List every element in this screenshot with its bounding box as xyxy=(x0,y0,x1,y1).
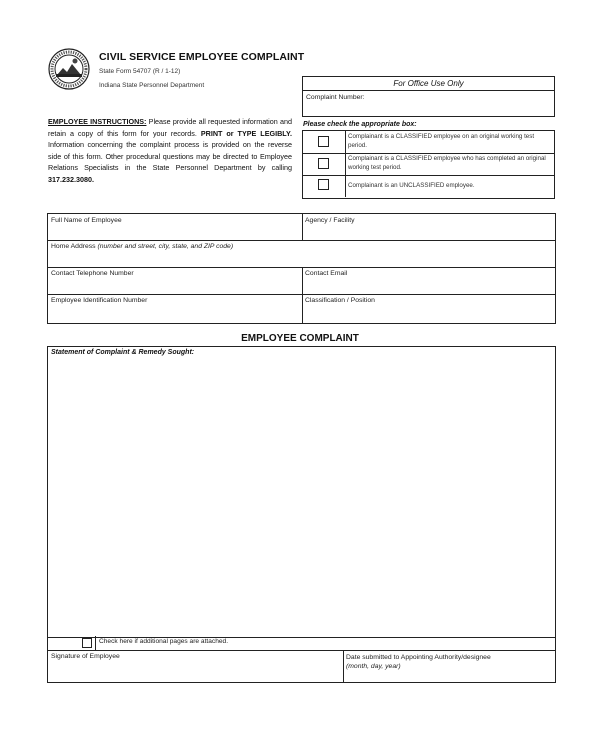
instructions-emphasis: PRINT or TYPE LEGIBLY. xyxy=(200,128,292,138)
full-name-field[interactable]: Full Name of Employee xyxy=(51,217,122,224)
checkbox-cell xyxy=(303,131,346,153)
additional-pages-label: Check here if additional pages are attached. xyxy=(99,638,229,645)
checklist-label: Complainant is a CLASSIFIED employee on an original working test period. xyxy=(348,133,535,149)
checkbox-cell xyxy=(303,153,346,175)
employee-status-checklist xyxy=(302,130,555,199)
statement-label: Statement of Complaint & Remedy Sought: xyxy=(51,349,195,356)
complaint-number-field[interactable]: Complaint Number: xyxy=(306,94,365,101)
checkbox-classified-probation[interactable] xyxy=(318,136,329,147)
home-address-label: Home Address xyxy=(51,243,96,250)
complaint-section-title: EMPLOYEE COMPLAINT xyxy=(241,333,359,344)
checkbox-classified-completed[interactable] xyxy=(318,158,329,169)
checklist-row xyxy=(303,153,554,176)
office-use-box xyxy=(302,76,555,117)
signature-section xyxy=(47,636,556,683)
checklist-label: Complainant is a CLASSIFIED employee who has completed an original working test period. xyxy=(348,155,546,171)
email-field[interactable]: Contact Email xyxy=(305,270,348,277)
employee-instructions xyxy=(48,116,292,186)
additional-pages-checkbox[interactable] xyxy=(82,638,92,648)
form-number: State Form 54707 (R / 1-12) xyxy=(99,68,181,75)
employee-info-grid xyxy=(47,213,556,324)
signature-field[interactable]: Signature of Employee xyxy=(51,653,120,660)
department-name: Indiana State Personnel Department xyxy=(99,82,205,89)
checklist-label: Complainant is an UNCLASSIFIED employee. xyxy=(348,182,475,189)
instructions-text-2: Information concerning the complaint process is provided on the reverse side of this form. Other procedural questions may be directed to Employee Relations Specialists in the State Personnel Department by calling xyxy=(48,140,292,173)
phone-field[interactable]: Contact Telephone Number xyxy=(51,270,134,277)
checklist-row xyxy=(303,175,554,197)
employee-id-field[interactable]: Employee Identification Number xyxy=(51,297,148,304)
attachment-row xyxy=(48,636,555,651)
home-address-field[interactable] xyxy=(48,240,555,267)
instructions-phone: 317.232.3080. xyxy=(48,174,94,184)
checkbox-unclassified[interactable] xyxy=(318,179,329,190)
instructions-text-1: Please provide all requested information and retain a copy of this form for your records. xyxy=(48,117,292,138)
date-submitted-field[interactable] xyxy=(343,650,555,682)
form-title: CIVIL SERVICE EMPLOYEE COMPLAINT xyxy=(99,51,305,63)
checkbox-instruction: Please check the appropriate box: xyxy=(303,121,417,128)
indiana-state-seal xyxy=(48,48,90,90)
agency-field[interactable]: Agency / Facility xyxy=(305,217,355,224)
date-format-hint: (month, day, year) xyxy=(346,663,401,670)
complaint-statement-area[interactable] xyxy=(47,346,556,638)
office-use-heading: For Office Use Only xyxy=(303,77,554,91)
checkbox-cell xyxy=(303,175,346,197)
classification-field[interactable]: Classification / Position xyxy=(305,297,375,304)
attachment-checkbox-cell xyxy=(48,636,96,650)
checklist-row xyxy=(303,131,554,154)
home-address-hint: (number and street, city, state, and ZIP code) xyxy=(97,243,234,250)
date-submitted-label: Date submitted to Appointing Authority/designee xyxy=(346,654,491,661)
instructions-lead: EMPLOYEE INSTRUCTIONS: xyxy=(48,117,147,126)
